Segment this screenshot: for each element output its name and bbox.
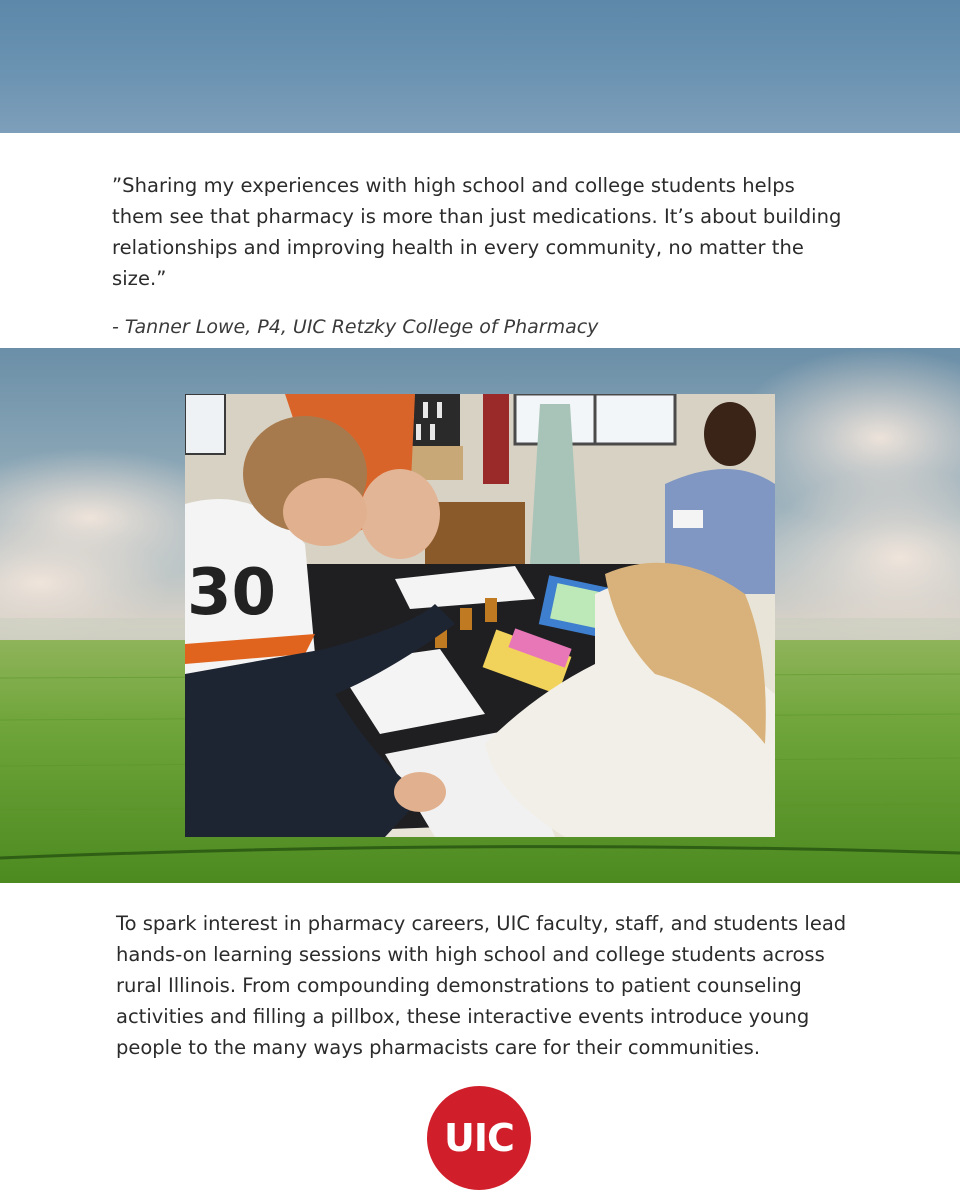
jersey-number: 30 <box>187 556 277 630</box>
classroom-photo <box>185 394 775 837</box>
quote-text: ”Sharing my experiences with high school and college students helps them see that pharmacy is more than just medications. It’s about building relationships and improving health in every community, no matter the size.” <box>112 174 842 290</box>
classroom-scene <box>185 394 775 837</box>
uic-logo-text: UIC <box>444 1116 514 1160</box>
sky-banner <box>0 0 960 133</box>
uic-logo <box>427 1086 531 1190</box>
body-block <box>116 908 856 1063</box>
quote-attribution: - Tanner Lowe, P4, UIC Retzky College of Pharmacy <box>112 316 599 338</box>
quote-block <box>112 170 852 342</box>
body-text: To spark interest in pharmacy careers, UIC faculty, staff, and students lead hands-on learning sessions with high school and college students across rural Illinois. From compounding demonstrations to patient counseling activities and filling a pillbox, these interactive events introduce young people to the many ways pharmacists care for their communities. <box>116 912 847 1059</box>
